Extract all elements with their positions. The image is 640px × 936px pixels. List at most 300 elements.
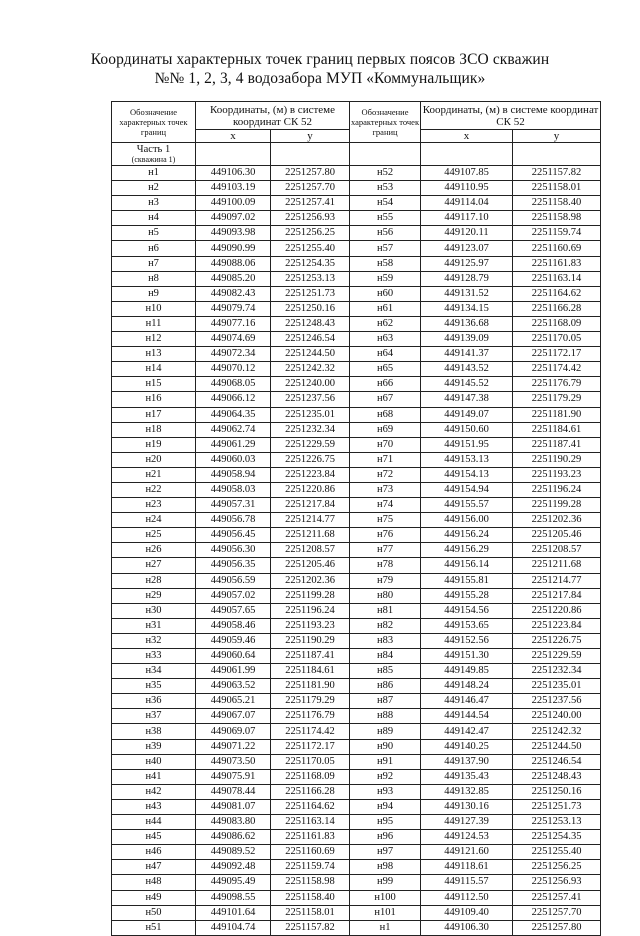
right-y-value-cell: 2251166.28 [513, 301, 601, 316]
right-x-value-cell: 449153.13 [421, 452, 513, 467]
title-line-2: №№ 1, 2, 3, 4 водозабора МУП «Коммунальщик» [154, 70, 486, 87]
right-point-id-cell: н68 [350, 407, 421, 422]
right-point-id-cell: н77 [350, 543, 421, 558]
left-x-value-cell: 449060.64 [196, 649, 271, 664]
empty-cell [196, 143, 271, 166]
left-point-id-cell: н27 [112, 558, 196, 573]
left-point-id-cell: н31 [112, 618, 196, 633]
right-point-id-cell: н53 [350, 181, 421, 196]
left-point-id-cell: н40 [112, 754, 196, 769]
right-x-value-cell: 449131.52 [421, 286, 513, 301]
right-point-id-cell: н79 [350, 573, 421, 588]
left-y-value-cell: 2251184.61 [271, 664, 350, 679]
left-y-value-cell: 2251164.62 [271, 799, 350, 814]
right-y-value-cell: 2251246.54 [513, 754, 601, 769]
table-row [112, 271, 601, 286]
table-row [112, 860, 601, 875]
right-y-value-cell: 2251159.74 [513, 226, 601, 241]
table-row [112, 754, 601, 769]
table-row [112, 377, 601, 392]
x-header-right: х [421, 130, 513, 143]
left-point-id-cell: н5 [112, 226, 196, 241]
right-y-value-cell: 2251211.68 [513, 558, 601, 573]
x-header-left: х [196, 130, 271, 143]
table-row [112, 890, 601, 905]
right-x-value-cell: 449143.52 [421, 362, 513, 377]
table-row [112, 166, 601, 181]
right-y-value-cell: 2251187.41 [513, 437, 601, 452]
right-point-id-cell: н54 [350, 196, 421, 211]
right-point-id-cell: н100 [350, 890, 421, 905]
right-x-value-cell: 449154.56 [421, 603, 513, 618]
left-y-value-cell: 2251170.05 [271, 754, 350, 769]
right-point-id-cell: н1 [350, 920, 421, 935]
right-y-value-cell: 2251190.29 [513, 452, 601, 467]
right-x-value-cell: 449112.50 [421, 890, 513, 905]
right-x-value-cell: 449151.30 [421, 649, 513, 664]
right-y-value-cell: 2251158.40 [513, 196, 601, 211]
right-point-id-cell: н62 [350, 316, 421, 331]
left-point-id-cell: н21 [112, 467, 196, 482]
title-line-1: Координаты характерных точек границ первых поясов ЗСО скважин [90, 51, 550, 68]
right-x-value-cell: 449155.57 [421, 498, 513, 513]
left-x-value-cell: 449074.69 [196, 332, 271, 347]
left-y-value-cell: 2251220.86 [271, 482, 350, 497]
right-x-value-cell: 449156.24 [421, 528, 513, 543]
left-point-id-cell: н15 [112, 377, 196, 392]
left-y-value-cell: 2251157.82 [271, 920, 350, 935]
left-x-value-cell: 449090.99 [196, 241, 271, 256]
right-point-id-cell: н93 [350, 784, 421, 799]
left-y-value-cell: 2251179.29 [271, 694, 350, 709]
right-point-id-cell: н80 [350, 588, 421, 603]
table-row [112, 739, 601, 754]
table-row [112, 679, 601, 694]
table-row [112, 286, 601, 301]
left-point-id-cell: н18 [112, 422, 196, 437]
right-x-value-cell: 449156.00 [421, 513, 513, 528]
left-x-value-cell: 449058.94 [196, 467, 271, 482]
left-y-value-cell: 2251255.40 [271, 241, 350, 256]
right-y-value-cell: 2251160.69 [513, 241, 601, 256]
right-x-value-cell: 449124.53 [421, 830, 513, 845]
left-point-id-cell: н44 [112, 815, 196, 830]
right-point-id-cell: н71 [350, 452, 421, 467]
left-x-value-cell: 449092.48 [196, 860, 271, 875]
left-x-value-cell: 449057.31 [196, 498, 271, 513]
table-row [112, 332, 601, 347]
left-x-value-cell: 449098.55 [196, 890, 271, 905]
right-point-id-cell: н65 [350, 362, 421, 377]
y-header-right: у [513, 130, 601, 143]
left-x-value-cell: 449073.50 [196, 754, 271, 769]
table-row [112, 845, 601, 860]
part-label-cell [112, 143, 196, 166]
left-x-value-cell: 449056.59 [196, 573, 271, 588]
left-point-id-cell: н45 [112, 830, 196, 845]
right-y-value-cell: 2251235.01 [513, 679, 601, 694]
right-point-id-cell: н60 [350, 286, 421, 301]
right-x-value-cell: 449156.29 [421, 543, 513, 558]
left-x-value-cell: 449061.29 [196, 437, 271, 452]
table-row [112, 784, 601, 799]
right-point-id-cell: н95 [350, 815, 421, 830]
empty-cell [421, 143, 513, 166]
left-y-value-cell: 2251158.01 [271, 905, 350, 920]
left-point-id-cell: н25 [112, 528, 196, 543]
left-y-value-cell: 2251163.14 [271, 815, 350, 830]
left-point-id-cell: н24 [112, 513, 196, 528]
table-row [112, 513, 601, 528]
left-point-id-cell: н30 [112, 603, 196, 618]
left-y-value-cell: 2251196.24 [271, 603, 350, 618]
table-row [112, 437, 601, 452]
right-y-value-cell: 2251176.79 [513, 377, 601, 392]
left-x-value-cell: 449060.03 [196, 452, 271, 467]
table-row [112, 603, 601, 618]
right-y-value-cell: 2251168.09 [513, 316, 601, 331]
left-x-value-cell: 449106.30 [196, 166, 271, 181]
left-x-value-cell: 449093.98 [196, 226, 271, 241]
left-point-id-cell: н26 [112, 543, 196, 558]
left-y-value-cell: 2251161.83 [271, 830, 350, 845]
left-x-value-cell: 449088.06 [196, 256, 271, 271]
right-point-id-cell: н82 [350, 618, 421, 633]
right-y-value-cell: 2251257.41 [513, 890, 601, 905]
right-point-id-cell: н55 [350, 211, 421, 226]
right-point-id-cell: н98 [350, 860, 421, 875]
coordinates-table [111, 101, 601, 936]
point-label-header-right: Обозначение характерных точек границ [350, 102, 421, 143]
right-x-value-cell: 449151.95 [421, 437, 513, 452]
left-point-id-cell: н38 [112, 724, 196, 739]
left-point-id-cell: н16 [112, 392, 196, 407]
right-y-value-cell: 2251174.42 [513, 362, 601, 377]
right-point-id-cell: н69 [350, 422, 421, 437]
left-x-value-cell: 449078.44 [196, 784, 271, 799]
right-x-value-cell: 449139.09 [421, 332, 513, 347]
left-x-value-cell: 449086.62 [196, 830, 271, 845]
left-point-id-cell: н22 [112, 482, 196, 497]
left-y-value-cell: 2251211.68 [271, 528, 350, 543]
left-y-value-cell: 2251256.25 [271, 226, 350, 241]
left-y-value-cell: 2251168.09 [271, 769, 350, 784]
right-x-value-cell: 449142.47 [421, 724, 513, 739]
left-x-value-cell: 449083.80 [196, 815, 271, 830]
left-point-id-cell: н42 [112, 784, 196, 799]
table-row [112, 467, 601, 482]
left-y-value-cell: 2251256.93 [271, 211, 350, 226]
right-y-value-cell: 2251184.61 [513, 422, 601, 437]
table-row [112, 347, 601, 362]
right-point-id-cell: н99 [350, 875, 421, 890]
left-point-id-cell: н47 [112, 860, 196, 875]
right-x-value-cell: 449154.94 [421, 482, 513, 497]
right-y-value-cell: 2251157.82 [513, 166, 601, 181]
right-x-value-cell: 449125.97 [421, 256, 513, 271]
left-y-value-cell: 2251253.13 [271, 271, 350, 286]
right-x-value-cell: 449120.11 [421, 226, 513, 241]
right-point-id-cell: н70 [350, 437, 421, 452]
table-row [112, 362, 601, 377]
left-x-value-cell: 449070.12 [196, 362, 271, 377]
table-row [112, 452, 601, 467]
right-y-value-cell: 2251255.40 [513, 845, 601, 860]
left-point-id-cell: н28 [112, 573, 196, 588]
left-point-id-cell: н37 [112, 709, 196, 724]
document-title [0, 50, 640, 88]
table-row [112, 905, 601, 920]
left-x-value-cell: 449072.34 [196, 347, 271, 362]
right-y-value-cell: 2251250.16 [513, 784, 601, 799]
left-x-value-cell: 449056.78 [196, 513, 271, 528]
empty-cell [271, 143, 350, 166]
left-x-value-cell: 449077.16 [196, 316, 271, 331]
right-x-value-cell: 449152.56 [421, 633, 513, 648]
left-point-id-cell: н12 [112, 332, 196, 347]
right-y-value-cell: 2251248.43 [513, 769, 601, 784]
part-label: Часть 1 [136, 144, 171, 155]
left-y-value-cell: 2251208.57 [271, 543, 350, 558]
right-y-value-cell: 2251223.84 [513, 618, 601, 633]
left-point-id-cell: н33 [112, 649, 196, 664]
right-point-id-cell: н66 [350, 377, 421, 392]
left-x-value-cell: 449069.07 [196, 724, 271, 739]
right-x-value-cell: 449134.15 [421, 301, 513, 316]
right-point-id-cell: н72 [350, 467, 421, 482]
left-y-value-cell: 2251240.00 [271, 377, 350, 392]
left-y-value-cell: 2251176.79 [271, 709, 350, 724]
left-x-value-cell: 449104.74 [196, 920, 271, 935]
left-point-id-cell: н17 [112, 407, 196, 422]
left-x-value-cell: 449068.05 [196, 377, 271, 392]
right-point-id-cell: н67 [350, 392, 421, 407]
left-point-id-cell: н10 [112, 301, 196, 316]
table-row [112, 694, 601, 709]
right-point-id-cell: н75 [350, 513, 421, 528]
left-x-value-cell: 449063.52 [196, 679, 271, 694]
table-row [112, 211, 601, 226]
right-x-value-cell: 449109.40 [421, 905, 513, 920]
left-y-value-cell: 2251242.32 [271, 362, 350, 377]
left-x-value-cell: 449056.35 [196, 558, 271, 573]
left-x-value-cell: 449058.46 [196, 618, 271, 633]
left-x-value-cell: 449066.12 [196, 392, 271, 407]
part-row [112, 143, 601, 166]
left-x-value-cell: 449075.91 [196, 769, 271, 784]
left-x-value-cell: 449095.49 [196, 875, 271, 890]
right-point-id-cell: н63 [350, 332, 421, 347]
table-row [112, 573, 601, 588]
right-y-value-cell: 2251232.34 [513, 664, 601, 679]
right-y-value-cell: 2251170.05 [513, 332, 601, 347]
table-row [112, 709, 601, 724]
right-y-value-cell: 2251158.01 [513, 181, 601, 196]
left-y-value-cell: 2251250.16 [271, 301, 350, 316]
left-y-value-cell: 2251229.59 [271, 437, 350, 452]
table-row [112, 181, 601, 196]
left-point-id-cell: н8 [112, 271, 196, 286]
right-x-value-cell: 449123.07 [421, 241, 513, 256]
right-point-id-cell: н88 [350, 709, 421, 724]
left-x-value-cell: 449057.65 [196, 603, 271, 618]
table-row [112, 558, 601, 573]
left-y-value-cell: 2251257.70 [271, 181, 350, 196]
point-label-header-left: Обозначение характерных точек границ [112, 102, 196, 143]
right-x-value-cell: 449114.04 [421, 196, 513, 211]
right-y-value-cell: 2251251.73 [513, 799, 601, 814]
right-x-value-cell: 449117.10 [421, 211, 513, 226]
right-x-value-cell: 449136.68 [421, 316, 513, 331]
table-row [112, 498, 601, 513]
right-x-value-cell: 449137.90 [421, 754, 513, 769]
left-point-id-cell: н13 [112, 347, 196, 362]
left-y-value-cell: 2251174.42 [271, 724, 350, 739]
left-y-value-cell: 2251214.77 [271, 513, 350, 528]
left-point-id-cell: н29 [112, 588, 196, 603]
right-point-id-cell: н58 [350, 256, 421, 271]
left-point-id-cell: н51 [112, 920, 196, 935]
right-point-id-cell: н92 [350, 769, 421, 784]
left-x-value-cell: 449101.64 [196, 905, 271, 920]
right-x-value-cell: 449155.28 [421, 588, 513, 603]
left-x-value-cell: 449085.20 [196, 271, 271, 286]
table-row [112, 769, 601, 784]
right-point-id-cell: н86 [350, 679, 421, 694]
right-y-value-cell: 2251226.75 [513, 633, 601, 648]
left-y-value-cell: 2251181.90 [271, 679, 350, 694]
right-x-value-cell: 449130.16 [421, 799, 513, 814]
right-point-id-cell: н76 [350, 528, 421, 543]
right-y-value-cell: 2251256.93 [513, 875, 601, 890]
table-row [112, 618, 601, 633]
left-point-id-cell: н2 [112, 181, 196, 196]
empty-cell [513, 143, 601, 166]
left-y-value-cell: 2251254.35 [271, 256, 350, 271]
table-row [112, 528, 601, 543]
left-x-value-cell: 449061.99 [196, 664, 271, 679]
table-row [112, 649, 601, 664]
left-x-value-cell: 449079.74 [196, 301, 271, 316]
left-x-value-cell: 449065.21 [196, 694, 271, 709]
right-y-value-cell: 2251256.25 [513, 860, 601, 875]
right-x-value-cell: 449115.57 [421, 875, 513, 890]
right-x-value-cell: 449110.95 [421, 181, 513, 196]
right-point-id-cell: н59 [350, 271, 421, 286]
right-x-value-cell: 449156.14 [421, 558, 513, 573]
right-y-value-cell: 2251172.17 [513, 347, 601, 362]
table-row [112, 815, 601, 830]
right-x-value-cell: 449153.65 [421, 618, 513, 633]
y-header-left: у [271, 130, 350, 143]
left-point-id-cell: н34 [112, 664, 196, 679]
left-y-value-cell: 2251159.74 [271, 860, 350, 875]
right-y-value-cell: 2251257.80 [513, 920, 601, 935]
left-x-value-cell: 449071.22 [196, 739, 271, 754]
right-point-id-cell: н87 [350, 694, 421, 709]
left-point-id-cell: н9 [112, 286, 196, 301]
table-row [112, 196, 601, 211]
right-y-value-cell: 2251179.29 [513, 392, 601, 407]
table-row [112, 724, 601, 739]
table-row [112, 588, 601, 603]
left-point-id-cell: н20 [112, 452, 196, 467]
left-point-id-cell: н7 [112, 256, 196, 271]
left-y-value-cell: 2251257.41 [271, 196, 350, 211]
table-row [112, 422, 601, 437]
right-x-value-cell: 449141.37 [421, 347, 513, 362]
right-y-value-cell: 2251196.24 [513, 482, 601, 497]
right-point-id-cell: н91 [350, 754, 421, 769]
right-point-id-cell: н73 [350, 482, 421, 497]
right-x-value-cell: 449149.85 [421, 664, 513, 679]
right-y-value-cell: 2251254.35 [513, 830, 601, 845]
left-y-value-cell: 2251193.23 [271, 618, 350, 633]
table-row [112, 226, 601, 241]
right-y-value-cell: 2251193.23 [513, 467, 601, 482]
table-row [112, 875, 601, 890]
left-y-value-cell: 2251166.28 [271, 784, 350, 799]
right-x-value-cell: 449106.30 [421, 920, 513, 935]
right-y-value-cell: 2251220.86 [513, 603, 601, 618]
left-point-id-cell: н19 [112, 437, 196, 452]
left-y-value-cell: 2251202.36 [271, 573, 350, 588]
right-point-id-cell: н61 [350, 301, 421, 316]
left-y-value-cell: 2251246.54 [271, 332, 350, 347]
right-y-value-cell: 2251217.84 [513, 588, 601, 603]
right-y-value-cell: 2251208.57 [513, 543, 601, 558]
left-y-value-cell: 2251232.34 [271, 422, 350, 437]
table-row [112, 316, 601, 331]
right-y-value-cell: 2251163.14 [513, 271, 601, 286]
right-point-id-cell: н64 [350, 347, 421, 362]
left-point-id-cell: н14 [112, 362, 196, 377]
left-x-value-cell: 449100.09 [196, 196, 271, 211]
left-y-value-cell: 2251235.01 [271, 407, 350, 422]
left-x-value-cell: 449103.19 [196, 181, 271, 196]
right-point-id-cell: н52 [350, 166, 421, 181]
table-row [112, 633, 601, 648]
left-point-id-cell: н1 [112, 166, 196, 181]
right-x-value-cell: 449121.60 [421, 845, 513, 860]
left-y-value-cell: 2251205.46 [271, 558, 350, 573]
left-x-value-cell: 449089.52 [196, 845, 271, 860]
right-x-value-cell: 449155.81 [421, 573, 513, 588]
right-x-value-cell: 449146.47 [421, 694, 513, 709]
left-x-value-cell: 449057.02 [196, 588, 271, 603]
left-point-id-cell: н32 [112, 633, 196, 648]
right-y-value-cell: 2251161.83 [513, 256, 601, 271]
right-x-value-cell: 449150.60 [421, 422, 513, 437]
right-point-id-cell: н83 [350, 633, 421, 648]
right-x-value-cell: 449135.43 [421, 769, 513, 784]
right-y-value-cell: 2251164.62 [513, 286, 601, 301]
left-y-value-cell: 2251158.98 [271, 875, 350, 890]
right-y-value-cell: 2251181.90 [513, 407, 601, 422]
right-point-id-cell: н57 [350, 241, 421, 256]
left-point-id-cell: н46 [112, 845, 196, 860]
table-row [112, 543, 601, 558]
left-point-id-cell: н48 [112, 875, 196, 890]
left-y-value-cell: 2251244.50 [271, 347, 350, 362]
table-row [112, 256, 601, 271]
table-row [112, 830, 601, 845]
empty-cell [350, 143, 421, 166]
right-y-value-cell: 2251205.46 [513, 528, 601, 543]
right-y-value-cell: 2251158.98 [513, 211, 601, 226]
right-x-value-cell: 449132.85 [421, 784, 513, 799]
right-y-value-cell: 2251242.32 [513, 724, 601, 739]
